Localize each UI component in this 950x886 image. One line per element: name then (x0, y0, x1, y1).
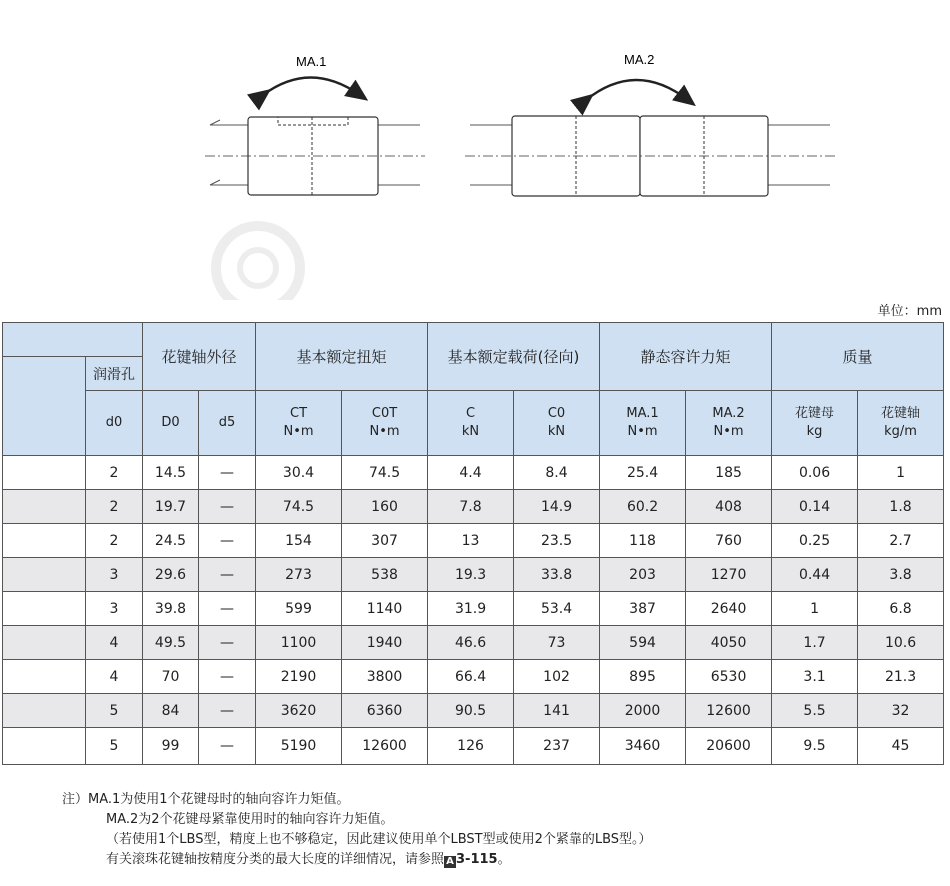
cell-ma1: 60.2 (600, 490, 686, 524)
sub-d5: d5 (199, 391, 256, 456)
cell-c: 90.5 (428, 694, 514, 728)
cell-d5: — (199, 558, 256, 592)
header-spline-od: 花键轴外径 (143, 323, 256, 391)
sub-shaft: 花键轴 kg/m (858, 391, 944, 456)
cell-d0: 2 (86, 524, 143, 558)
cell-d5: — (199, 524, 256, 558)
table-row (3, 660, 944, 694)
row-blank-cell (3, 660, 86, 694)
table-row (3, 626, 944, 660)
cell-d5: — (199, 626, 256, 660)
cell-D0: 70 (143, 660, 199, 694)
sub-d0: d0 (86, 391, 143, 456)
cell-ma1: 387 (600, 592, 686, 626)
cell-cot: 307 (342, 524, 428, 558)
header-blank (3, 323, 143, 357)
table-row (3, 456, 944, 490)
cell-d5: — (199, 456, 256, 490)
cell-ma1: 594 (600, 626, 686, 660)
cell-c: 4.4 (428, 456, 514, 490)
cell-nut: 0.44 (772, 558, 858, 592)
cell-cot: 538 (342, 558, 428, 592)
cell-c: 66.4 (428, 660, 514, 694)
cell-nut: 9.5 (772, 728, 858, 765)
cell-D0: 29.6 (143, 558, 199, 592)
header-lube: 润滑孔 (86, 357, 143, 391)
cell-c: 46.6 (428, 626, 514, 660)
cell-shaft: 6.8 (858, 592, 944, 626)
note-line-3: （若使用1个LBS型，精度上也不够稳定，因此建议使用单个LBST型或使用2个紧靠的LBS型。） (106, 832, 652, 847)
cell-nut: 1.7 (772, 626, 858, 660)
cell-ct: 154 (256, 524, 342, 558)
cell-d0: 2 (86, 490, 143, 524)
cell-c: 31.9 (428, 592, 514, 626)
cell-D0: 24.5 (143, 524, 199, 558)
cell-cot: 160 (342, 490, 428, 524)
cell-D0: 49.5 (143, 626, 199, 660)
sub-c0: C0 kN (514, 391, 600, 456)
cell-d0: 4 (86, 660, 143, 694)
cell-c: 7.8 (428, 490, 514, 524)
cell-d5: — (199, 694, 256, 728)
cell-ct: 3620 (256, 694, 342, 728)
cell-cot: 1940 (342, 626, 428, 660)
cell-shaft: 1.8 (858, 490, 944, 524)
unit-label: 单位：mm (877, 304, 942, 319)
table-row (3, 592, 944, 626)
cell-shaft: 21.3 (858, 660, 944, 694)
cell-nut: 5.5 (772, 694, 858, 728)
cell-shaft: 3.8 (858, 558, 944, 592)
cell-cot: 3800 (342, 660, 428, 694)
cell-D0: 14.5 (143, 456, 199, 490)
cell-ma2: 12600 (686, 694, 772, 728)
cell-ct: 5190 (256, 728, 342, 765)
cell-nut: 0.25 (772, 524, 858, 558)
cell-ct: 273 (256, 558, 342, 592)
cell-shaft: 1 (858, 456, 944, 490)
cell-ct: 74.5 (256, 490, 342, 524)
cell-cot: 74.5 (342, 456, 428, 490)
cell-ma1: 25.4 (600, 456, 686, 490)
cell-nut: 0.06 (772, 456, 858, 490)
table-row (3, 694, 944, 728)
spline-moment-diagram (0, 0, 950, 300)
cell-ma1: 895 (600, 660, 686, 694)
header-load: 基本额定载荷(径向) (428, 323, 600, 391)
cell-nut: 0.14 (772, 490, 858, 524)
cell-c: 126 (428, 728, 514, 765)
cell-ct: 1100 (256, 626, 342, 660)
note-line-2: MA.2为2个花键母紧靠使用时的轴向容许力矩值。 (106, 812, 394, 827)
cell-d5: — (199, 592, 256, 626)
row-blank-cell (3, 524, 86, 558)
table-row (3, 558, 944, 592)
sub-D0: D0 (143, 391, 199, 456)
cell-ct: 599 (256, 592, 342, 626)
header-torque: 基本额定扭矩 (256, 323, 428, 391)
table-row (3, 490, 944, 524)
cell-D0: 39.8 (143, 592, 199, 626)
cell-ma1: 203 (600, 558, 686, 592)
cell-ct: 30.4 (256, 456, 342, 490)
sub-ct: CT N•m (256, 391, 342, 456)
cell-c0: 23.5 (514, 524, 600, 558)
cell-shaft: 2.7 (858, 524, 944, 558)
sub-c: C kN (428, 391, 514, 456)
watermark (216, 226, 300, 300)
cell-ma2: 408 (686, 490, 772, 524)
sub-cot: C0T N•m (342, 391, 428, 456)
cell-ma2: 2640 (686, 592, 772, 626)
double-nut-diagram (465, 52, 835, 196)
cell-d0: 3 (86, 558, 143, 592)
moment-label-1: MA.1 (296, 54, 327, 69)
cell-D0: 19.7 (143, 490, 199, 524)
cell-nut: 1 (772, 592, 858, 626)
cell-ma2: 6530 (686, 660, 772, 694)
cell-cot: 1140 (342, 592, 428, 626)
row-blank-cell (3, 490, 86, 524)
cell-ma2: 185 (686, 456, 772, 490)
cell-c: 13 (428, 524, 514, 558)
cell-d0: 3 (86, 592, 143, 626)
note-line-4: 有关滚珠花键轴按精度分类的最大长度的详细情况，请参照 A 3-115。 (106, 852, 511, 867)
cell-nut: 3.1 (772, 660, 858, 694)
cell-c0: 33.8 (514, 558, 600, 592)
cell-shaft: 10.6 (858, 626, 944, 660)
note-line-1: 注）MA.1为使用1个花键母时的轴向容许力矩值。 (62, 792, 350, 807)
cell-ct: 2190 (256, 660, 342, 694)
sub-ma2: MA.2 N•m (686, 391, 772, 456)
header-moment: 静态容许力矩 (600, 323, 772, 391)
cell-D0: 99 (143, 728, 199, 765)
table-row (3, 524, 944, 558)
row-blank-cell (3, 694, 86, 728)
cell-ma2: 1270 (686, 558, 772, 592)
cell-cot: 6360 (342, 694, 428, 728)
reference-link[interactable]: 3-115 (456, 852, 498, 867)
row-blank-cell (3, 728, 86, 765)
cell-c0: 53.4 (514, 592, 600, 626)
cell-D0: 84 (143, 694, 199, 728)
cell-c0: 237 (514, 728, 600, 765)
row-blank-cell (3, 592, 86, 626)
header-blank-left (3, 357, 86, 456)
cell-c0: 141 (514, 694, 600, 728)
sub-nut: 花键母 kg (772, 391, 858, 456)
sub-ma1: MA.1 N•m (600, 391, 686, 456)
row-blank-cell (3, 626, 86, 660)
cell-c: 19.3 (428, 558, 514, 592)
cell-ma2: 760 (686, 524, 772, 558)
spec-table (2, 322, 944, 765)
single-nut-diagram (205, 54, 425, 195)
cell-d5: — (199, 490, 256, 524)
row-blank-cell (3, 558, 86, 592)
moment-label-2: MA.2 (624, 52, 655, 67)
cell-d0: 4 (86, 626, 143, 660)
cell-d5: — (199, 660, 256, 694)
cell-shaft: 32 (858, 694, 944, 728)
cell-ma1: 3460 (600, 728, 686, 765)
notes (62, 790, 652, 870)
cell-cot: 12600 (342, 728, 428, 765)
cell-c0: 102 (514, 660, 600, 694)
cell-d5: — (199, 728, 256, 765)
cell-shaft: 45 (858, 728, 944, 765)
cell-d0: 2 (86, 456, 143, 490)
cell-ma2: 20600 (686, 728, 772, 765)
cell-c0: 14.9 (514, 490, 600, 524)
cell-d0: 5 (86, 694, 143, 728)
cell-ma1: 2000 (600, 694, 686, 728)
row-blank-cell (3, 456, 86, 490)
cell-d0: 5 (86, 728, 143, 765)
cell-ma2: 4050 (686, 626, 772, 660)
cell-ma1: 118 (600, 524, 686, 558)
header-mass: 质量 (772, 323, 944, 391)
cell-c0: 8.4 (514, 456, 600, 490)
cell-c0: 73 (514, 626, 600, 660)
reference-icon: A (444, 856, 456, 868)
table-row (3, 728, 944, 765)
